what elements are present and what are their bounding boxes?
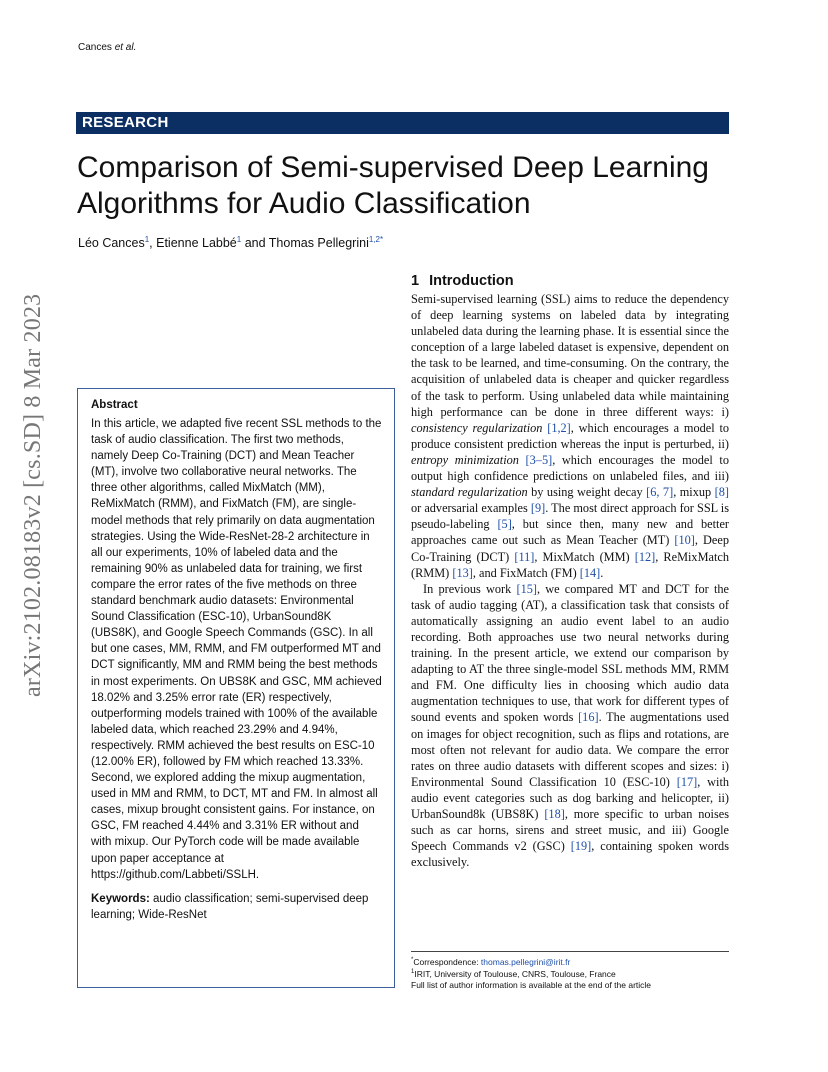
paragraph-text: .: [600, 565, 604, 580]
introduction-paragraph-2: [411, 581, 729, 871]
paragraph-text: , more specific to urban noises such as car horns, sirens and street music, and iii) Google Speech Commands v2 (GSC): [411, 807, 729, 854]
citation-link[interactable]: [14]: [579, 565, 601, 580]
paragraph-text: , ReMixMatch (RMM): [411, 549, 729, 580]
paragraph-text: , which encourages the model to output high confidence predictions on unlabeled files, and iii): [411, 452, 729, 484]
paragraph-text: , but since then, many new and better approaches came out such as Mean Teacher (MT): [411, 517, 729, 548]
author-affiliation-mark: 1: [236, 235, 242, 244]
footnote-divider: [411, 951, 729, 952]
footnote-author-info: Full list of author information is available at the end of the article: [411, 980, 652, 990]
footnote-affiliation: [411, 967, 616, 980]
section-number: 1: [411, 273, 420, 289]
paragraph-text: , Deep Co-Training (DCT): [411, 533, 729, 564]
citation-link[interactable]: [18]: [544, 807, 565, 821]
citation-link[interactable]: [17]: [676, 774, 698, 789]
citation-link[interactable]: [3–5]: [525, 452, 553, 467]
author-affiliation-mark: 1,2*: [368, 235, 384, 244]
paragraph-text: . The augmentations used on images for object recognition, such as flips and rotations, are most often not relevant for audio data. We compare the error rates on three audio datasets with different scopes and sizes: i) Environmental Sound Classification 10 (ESC-10): [411, 710, 729, 789]
keywords: [91, 891, 382, 923]
citation-link[interactable]: [11]: [514, 549, 535, 564]
affiliation-text: IRIT, University of Toulouse, CNRS, Toulouse, France: [414, 968, 616, 979]
paper-title-line-2: Algorithms for Audio Classification: [77, 187, 531, 220]
paragraph-text: or adversarial examples: [411, 501, 531, 516]
paragraph-text: Semi-supervised learning (SSL) aims to reduce the dependency of deep learning systems on labeled data by integrating unlabeled data during the learning phase. It is essential since the conception of a large labeled dataset is expensive, dependent on the task to be learned, and time-consuming. On the contrary, the acquisition of unlabeled data is cheaper and quicker regardless of the task to perform. Using unlabeled data while maintaining high performance can be done in three different ways: i): [411, 292, 729, 419]
author-list: [78, 235, 383, 250]
citation-link[interactable]: [13]: [452, 565, 473, 580]
citation-link[interactable]: [19]: [570, 839, 592, 854]
section-label-bar: RESEARCH: [76, 112, 729, 134]
emphasized-term: entropy minimization: [411, 452, 519, 467]
author-separator: ,: [149, 236, 157, 251]
citation-link[interactable]: [10]: [674, 533, 695, 548]
author-name: Léo Cances: [78, 236, 145, 251]
author-name: Etienne Labbé: [156, 236, 237, 251]
keywords-label: Keywords:: [91, 892, 150, 905]
citation-link[interactable]: [16]: [578, 710, 599, 725]
abstract-text: In this article, we adapted five recent SSL methods to the task of audio classification. The first two methods, namely Deep Co-Training (DCT) and Mean Teacher (MT), involve two collaborative neural networks. The three other algorithms, called MixMatch (MM), ReMixMatch (RMM), and FixMatch (FM), are single-model methods that rely primarily on data augmentation strategies. Using the Wide-ResNet-28-2 architecture in all our experiments, 10% of labeled data and the remaining 90% as unlabeled data for training, we first compare the error rates of the five methods on three standard benchmark audio datasets: Environmental Sound Classification (ESC-10), UrbanSound8K (UBS8K), and Google Speech Commands (GSC). In all but one cases, MM, RMM, and FM outperformed MT and DCT significantly, MM and RMM being the best methods in most experiments. On UBS8K and GSC, MM achieved 18.02% and 3.25% error rate (ER) respectively, outperforming models trained with 100% of the available labeled data, which reached 23.29% and 4.94%, respectively. RMM achieved the best results on ESC-10 (12.00% ER), followed by FM which reached 13.33%. Second, we explored adding the mixup augmentation, used in MM and RMM, to DCT, MT and FM. In almost all cases, mixup brought consistent gains. For instance, on GSC, FM reached 4.44% and 3.31% ER without and with mixup. Our PyTorch code will be made available upon paper acceptance at https://github.com/Labbeti/SSLH.: [91, 418, 382, 881]
paragraph-text: , with audio event categories such as dog barking and helicopter, ii) UrbanSound8k (UBS8K): [411, 774, 730, 821]
footnote-mark: 1: [411, 969, 415, 975]
paragraph-text: , mixup: [673, 485, 715, 500]
citation-link[interactable]: [15]: [516, 581, 537, 596]
paragraph-text: , and FixMatch (FM): [472, 565, 580, 580]
citation-link[interactable]: [5]: [497, 517, 512, 532]
abstract-box: [77, 388, 395, 988]
author-name: Thomas Pellegrini: [268, 236, 369, 251]
paragraph-text: , which encourages a model to produce consistent prediction whereas the input is perturbed, ii): [411, 420, 730, 451]
paragraph-text: , containing spoken words exclusively.: [411, 839, 729, 870]
abstract-heading: Abstract: [91, 399, 138, 411]
paper-title-line-1: Comparison of Semi-supervised Deep Learning: [77, 151, 709, 184]
paper-title: [77, 150, 727, 222]
running-head-suffix: et al.: [114, 42, 137, 53]
author-separator: and: [241, 236, 269, 251]
paragraph-text: , MixMatch (MM): [534, 549, 635, 564]
citation-link[interactable]: [9]: [530, 501, 546, 516]
introduction-paragraph-1: [411, 291, 729, 581]
author-affiliation-mark: 1: [144, 235, 150, 244]
arxiv-identifier-stamp: arXiv:2102.08183v2 [cs.SD] 8 Mar 2023: [20, 293, 46, 697]
emphasized-term: consistency regularization: [411, 420, 543, 435]
section-heading-introduction: [411, 273, 514, 289]
citation-link[interactable]: [6, 7]: [646, 485, 674, 500]
running-head-author: Cances: [78, 42, 112, 53]
paragraph-text: by using weight decay: [527, 485, 647, 500]
footnote-correspondence: [411, 955, 570, 968]
citation-link[interactable]: [12]: [634, 549, 656, 564]
footnote-mark: *: [411, 957, 414, 963]
correspondence-email-link[interactable]: thomas.pellegrini@irit.fr: [480, 956, 571, 967]
correspondence-label: Correspondence:: [413, 956, 481, 967]
citation-link[interactable]: [1,2]: [547, 420, 571, 435]
citation-link[interactable]: [8]: [714, 485, 729, 500]
paragraph-text: In previous work: [423, 581, 517, 596]
keywords-text: audio classification; semi-supervised deep learning; Wide-ResNet: [91, 892, 369, 921]
section-title: Introduction: [429, 273, 514, 289]
paragraph-text: . The most direct approach for SSL is pseudo-labeling: [411, 501, 730, 532]
paragraph-text: [519, 453, 526, 467]
introduction-body: [411, 291, 729, 870]
paragraph-text: , we compared MT and DCT for the task of audio tagging (AT), a classification task that consists of automatically assigning an audio event label to an audio recording. Both approaches use two neural networks during training. In the present article, we extend our comparison by adapting to AT the three single-model SSL methods MM, RMM and FM. One difficulty lies in choosing which audio data augmentation techniques to use, that work for different types of sound events and spoken words: [411, 581, 730, 725]
running-head: [78, 42, 136, 53]
emphasized-term: standard regularization: [411, 485, 528, 500]
